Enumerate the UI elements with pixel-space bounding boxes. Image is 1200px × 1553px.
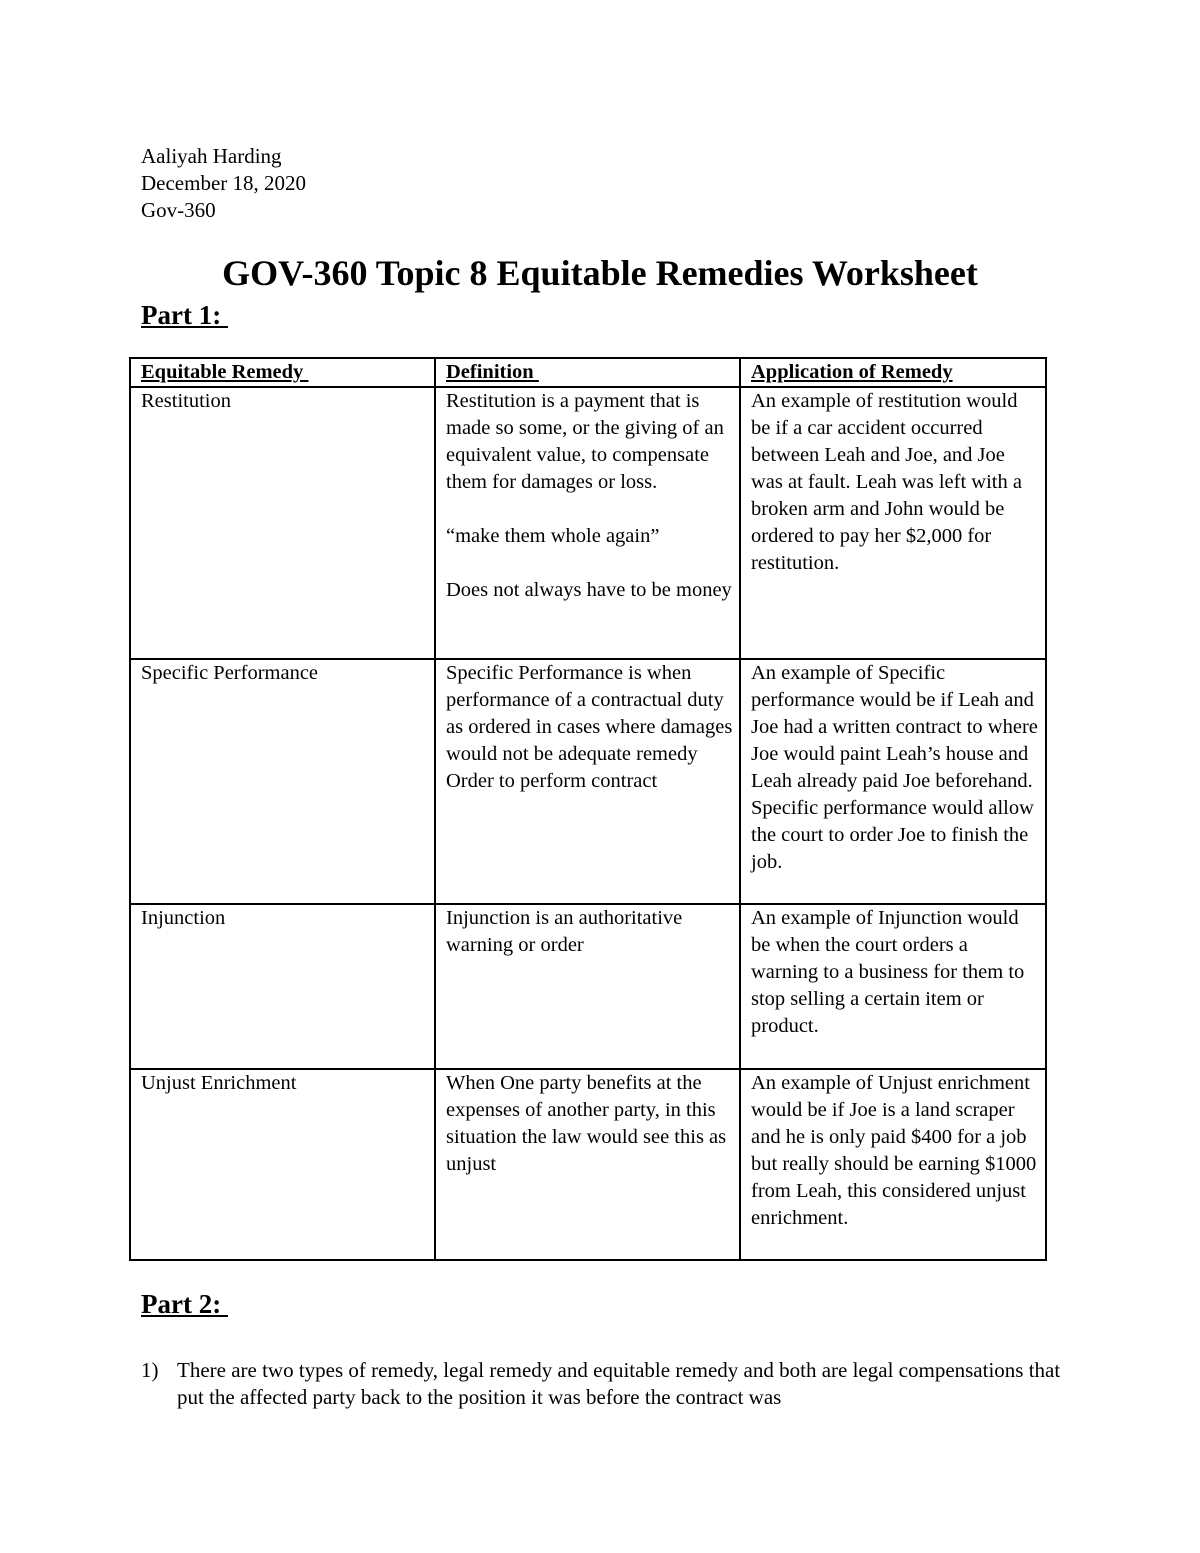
- definition-text: When One party benefits at the expenses of another party, in this situation the law would see this as unjust: [446, 1072, 727, 1175]
- definition-cell: [435, 387, 740, 659]
- definition-cell: [435, 659, 740, 904]
- definition-text: “make them whole again”: [446, 525, 660, 547]
- column-header-application: Application of Remedy: [740, 358, 1046, 387]
- part2-heading: Part 2:: [141, 1289, 228, 1319]
- document-date: December 18, 2020: [141, 171, 307, 195]
- definition-text: Does not always have to be money: [446, 579, 732, 601]
- table-row: [130, 387, 1046, 659]
- author-name: Aaliyah Harding: [141, 144, 282, 168]
- remedy-cell: Restitution: [130, 387, 435, 659]
- list-item: [141, 1357, 1061, 1411]
- definition-text: Order to perform contract: [446, 770, 658, 792]
- application-cell: An example of Unjust enrichment would be if Joe is a land scraper and he is only paid $400 for a job but really should be earning $1000 from Leah, this considered unjust enrichment.: [740, 1069, 1046, 1260]
- document-title: GOV-360 Topic 8 Equitable Remedies Worksheet: [222, 253, 978, 293]
- item-number: 1): [141, 1358, 159, 1382]
- application-cell: An example of Specific performance would be if Leah and Joe had a written contract to where Joe would paint Leah’s house and Leah already paid Joe beforehand. Specific performance would allow the court to order Joe to finish the job.: [740, 659, 1046, 904]
- definition-text: Specific Performance is when performance of a contractual duty as ordered in cases where damages would not be adequate remedy: [446, 662, 733, 765]
- table-row: [130, 904, 1046, 1069]
- author-block: [141, 143, 306, 224]
- part2-question-list: [141, 1357, 1061, 1411]
- course-code: Gov-360: [141, 198, 216, 222]
- remedy-cell: Injunction: [130, 904, 435, 1069]
- definition-cell: [435, 904, 740, 1069]
- table-header-row: [130, 358, 1046, 387]
- table-row: [130, 659, 1046, 904]
- remedy-cell: Unjust Enrichment: [130, 1069, 435, 1260]
- definition-text: Restitution is a payment that is made so some, or the giving of an equivalent value, to compensate them for damages or loss.: [446, 390, 724, 493]
- column-header-definition: Definition: [435, 358, 740, 387]
- application-cell: An example of restitution would be if a car accident occurred between Leah and Joe, and Joe was at fault. Leah was left with a broken arm and John would be ordered to pay her $2,000 for restitution.: [740, 387, 1046, 659]
- remedies-table: [129, 357, 1047, 1261]
- column-header-remedy: Equitable Remedy: [130, 358, 435, 387]
- definition-cell: [435, 1069, 740, 1260]
- item-text: There are two types of remedy, legal remedy and equitable remedy and both are legal compensations that put the affected party back to the position it was before the contract was: [177, 1358, 1061, 1409]
- part1-heading: Part 1:: [141, 300, 228, 330]
- remedy-cell: Specific Performance: [130, 659, 435, 904]
- definition-text: Injunction is an authoritative warning or order: [446, 907, 683, 956]
- application-cell: An example of Injunction would be when the court orders a warning to a business for them to stop selling a certain item or product.: [740, 904, 1046, 1069]
- table-row: [130, 1069, 1046, 1260]
